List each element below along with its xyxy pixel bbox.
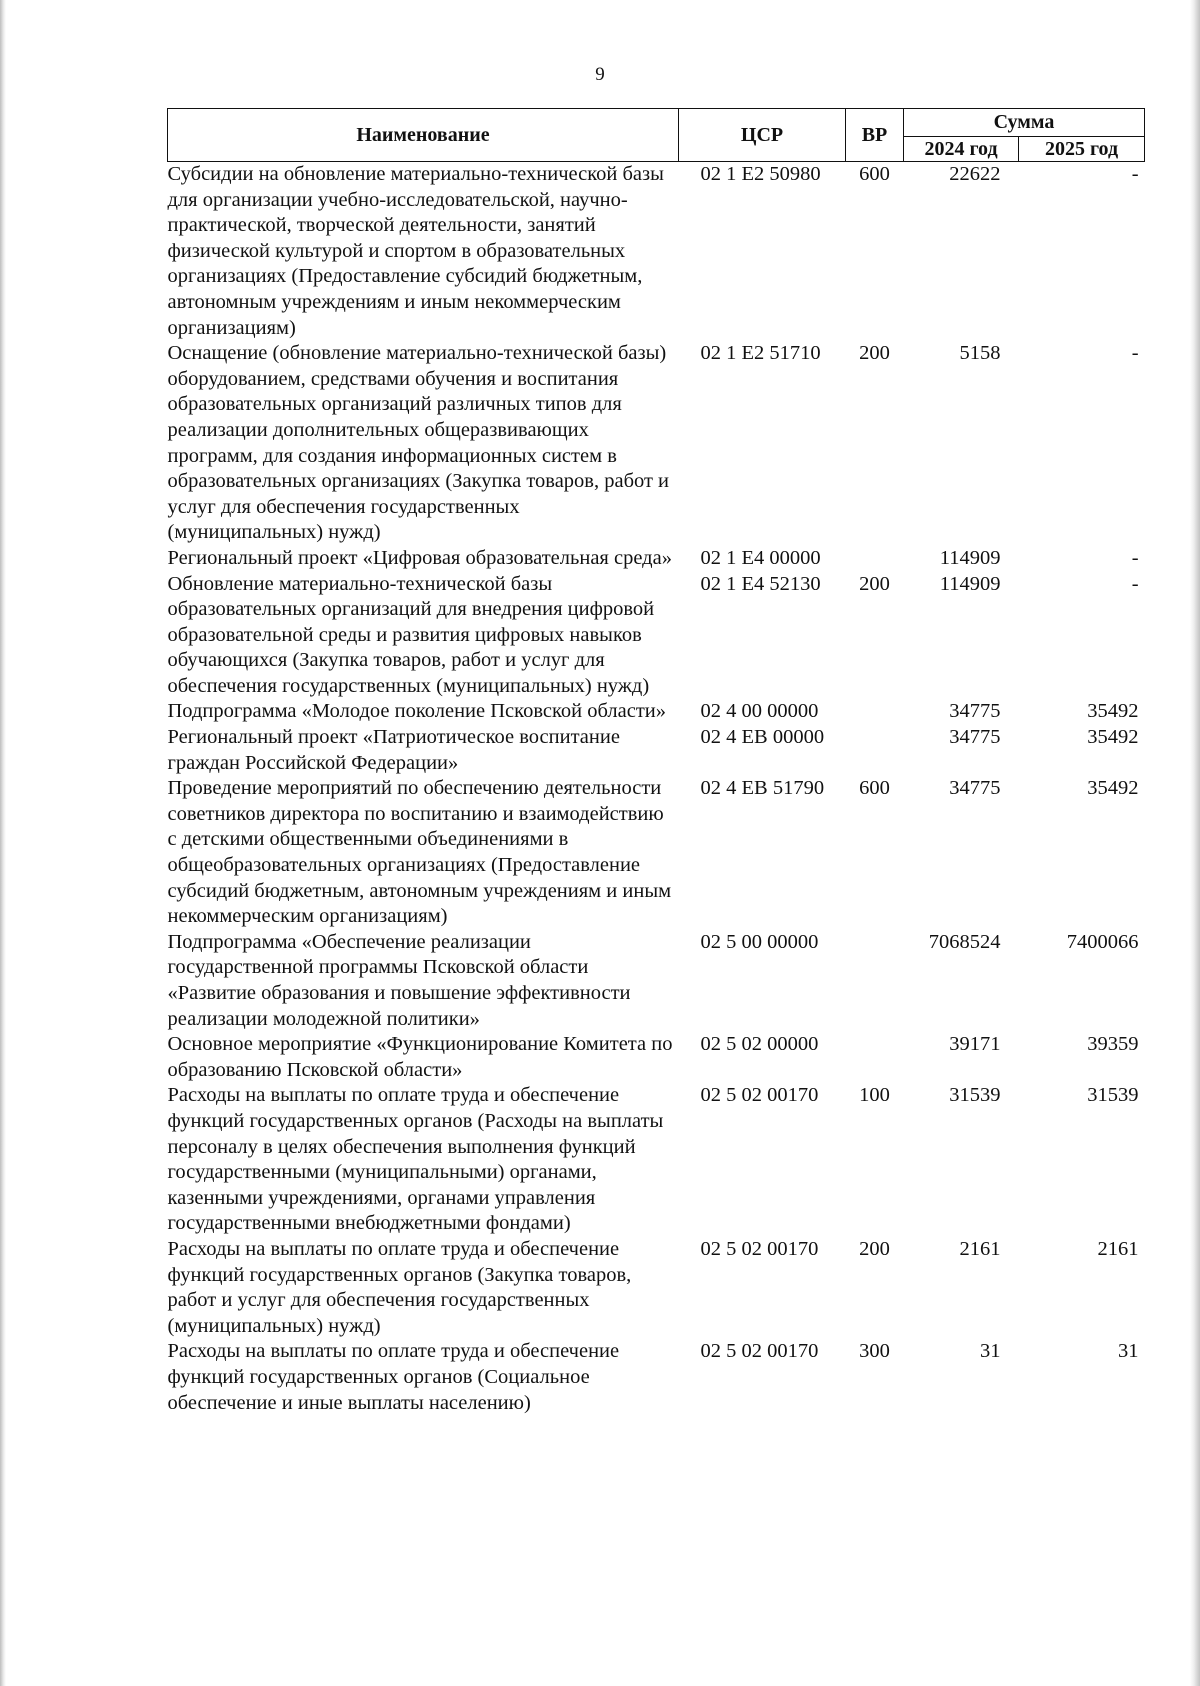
header-sum: Сумма: [904, 109, 1145, 137]
scan-edge-right: [1190, 0, 1200, 1686]
row-name: Основное мероприятие «Функционирование Комитета по образованию Псковской области»: [167, 1033, 673, 1081]
row-name: Субсидии на обновление материально-технической базы для организации учебно-исследовательской, научно-практической, творческой деятельности, занятий физической культурой и спортом в образовательных организациях (Предоставление субсидий бюджетным, автономным учреждениям и иным некоммерческим организациям): [167, 163, 664, 339]
table-row: [168, 1083, 1145, 1237]
row-sum-2025: -: [1131, 572, 1139, 595]
row-name: Расходы на выплаты по оплате труда и обеспечение функций государственных органов (Расходы на выплаты персоналу в целях обеспечения выполнения функций государственными (муниципальными) органами, казенными учреждениями, органами управления государственными внебюджетными фондами): [167, 1084, 664, 1235]
row-name: Региональный проект «Патриотическое воспитание граждан Российской Федерации»: [167, 726, 620, 774]
row-name: Расходы на выплаты по оплате труда и обеспечение функций государственных органов (Закупка товаров, работ и услуг для обеспечения государственных (муниципальных) нужд): [167, 1237, 632, 1337]
row-vr: [846, 725, 904, 776]
row-csr: 02 5 02 00170: [700, 1237, 819, 1260]
row-csr: 02 4 EB 00000: [700, 726, 825, 749]
row-csr: 02 1 E4 52130: [700, 572, 821, 595]
row-name: Региональный проект «Цифровая образовательная среда»: [167, 546, 672, 569]
row-csr: 02 5 00 00000: [700, 930, 819, 953]
row-vr: 200: [859, 572, 890, 595]
row-sum-2024: 34775: [949, 700, 1001, 723]
row-sum-2024: 34775: [949, 726, 1001, 749]
scan-edge-left: [0, 0, 6, 1686]
row-sum-2025: 31: [1118, 1340, 1139, 1363]
row-sum-2025: 35492: [1087, 777, 1139, 800]
row-sum-2025: -: [1131, 342, 1139, 365]
row-csr: 02 1 E4 00000: [700, 546, 821, 569]
row-sum-2024: 31: [980, 1340, 1001, 1363]
row-sum-2025: 7400066: [1066, 930, 1139, 953]
row-sum-2024: 7068524: [928, 930, 1001, 953]
row-csr: 02 4 00 00000: [700, 700, 819, 723]
header-year-2025: 2025 год: [1019, 136, 1145, 161]
row-vr: [846, 546, 904, 572]
row-vr: 600: [859, 163, 890, 185]
row-sum-2024: 2161: [959, 1237, 1001, 1260]
row-sum-2025: -: [1131, 163, 1139, 185]
row-name: Проведение мероприятий по обеспечению деятельности советников директора по воспитанию и взаимодействию с детскими общественными объединениями в общеобразовательных организациях (Предоставление субсидий бюджетным, автономным учреждениям и иным некоммерческим организациям): [167, 777, 672, 928]
budget-table: [167, 108, 1145, 1416]
table-row: [168, 930, 1145, 1032]
page-number: 9: [595, 64, 605, 85]
row-sum-2024: 22622: [949, 163, 1001, 185]
table-row: [168, 572, 1145, 700]
table-body: [168, 162, 1145, 1417]
row-vr: 200: [859, 1237, 890, 1260]
row-sum-2025: -: [1131, 546, 1139, 569]
row-vr: 600: [859, 777, 890, 800]
row-csr: 02 4 EB 51790: [700, 777, 825, 800]
row-csr: 02 1 E2 51710: [700, 342, 821, 365]
row-name: Расходы на выплаты по оплате труда и обеспечение функций государственных органов (Социальное обеспечение и иные выплаты населению): [167, 1340, 620, 1414]
row-sum-2024: 5158: [959, 342, 1001, 365]
header-vr: ВР: [846, 109, 904, 162]
row-sum-2025: 39359: [1087, 1033, 1139, 1056]
table-row: [168, 699, 1145, 725]
row-sum-2025: 31539: [1087, 1084, 1139, 1107]
row-csr: 02 5 02 00000: [700, 1033, 819, 1056]
row-vr: 100: [859, 1084, 890, 1107]
row-csr: 02 5 02 00170: [700, 1340, 819, 1363]
row-name: Подпрограмма «Молодое поколение Псковской области»: [167, 700, 667, 723]
row-name: Обновление материально-технической базы образовательных организаций для внедрения цифровой образовательной среды и развития цифровых навыков обучающихся (Закупка товаров, работ и услуг для обеспечения государственных (муниципальных) нужд): [167, 572, 655, 697]
header-name: Наименование: [168, 109, 679, 162]
row-sum-2024: 31539: [949, 1084, 1001, 1107]
header-year-2024: 2024 год: [904, 136, 1019, 161]
row-sum-2025: 35492: [1087, 726, 1139, 749]
table-row: [168, 776, 1145, 930]
row-name: Оснащение (обновление материально-технической базы) оборудованием, средствами обучения и воспитания образовательных организаций различных типов для реализации дополнительных общеразвивающих программ, для создания информационных систем в образовательных организациях (Закупка товаров, работ и услуг для обеспечения государственных (муниципальных) нужд): [167, 342, 670, 544]
table-row: [168, 341, 1145, 546]
row-sum-2025: 35492: [1087, 700, 1139, 723]
table-row: [168, 162, 1145, 342]
row-vr: [846, 930, 904, 1032]
row-vr: [846, 699, 904, 725]
row-sum-2024: 39171: [949, 1033, 1001, 1056]
table-row: [168, 546, 1145, 572]
row-sum-2024: 114909: [939, 572, 1001, 595]
table-row: [168, 1237, 1145, 1339]
table-row: [168, 1339, 1145, 1416]
header-csr: ЦСР: [679, 109, 846, 162]
row-csr: 02 5 02 00170: [700, 1084, 819, 1107]
row-vr: [846, 1032, 904, 1083]
table-row: [168, 1032, 1145, 1083]
row-sum-2025: 2161: [1097, 1237, 1139, 1260]
table-row: [168, 725, 1145, 776]
row-csr: 02 1 E2 50980: [700, 163, 821, 185]
row-vr: 200: [859, 342, 890, 365]
row-sum-2024: 114909: [939, 546, 1001, 569]
row-sum-2024: 34775: [949, 777, 1001, 800]
row-vr: 300: [859, 1340, 890, 1363]
table-header: [168, 109, 1145, 162]
row-name: Подпрограмма «Обеспечение реализации государственной программы Псковской области «Развитие образования и повышение эффективности реализации молодежной политики»: [167, 930, 631, 1030]
